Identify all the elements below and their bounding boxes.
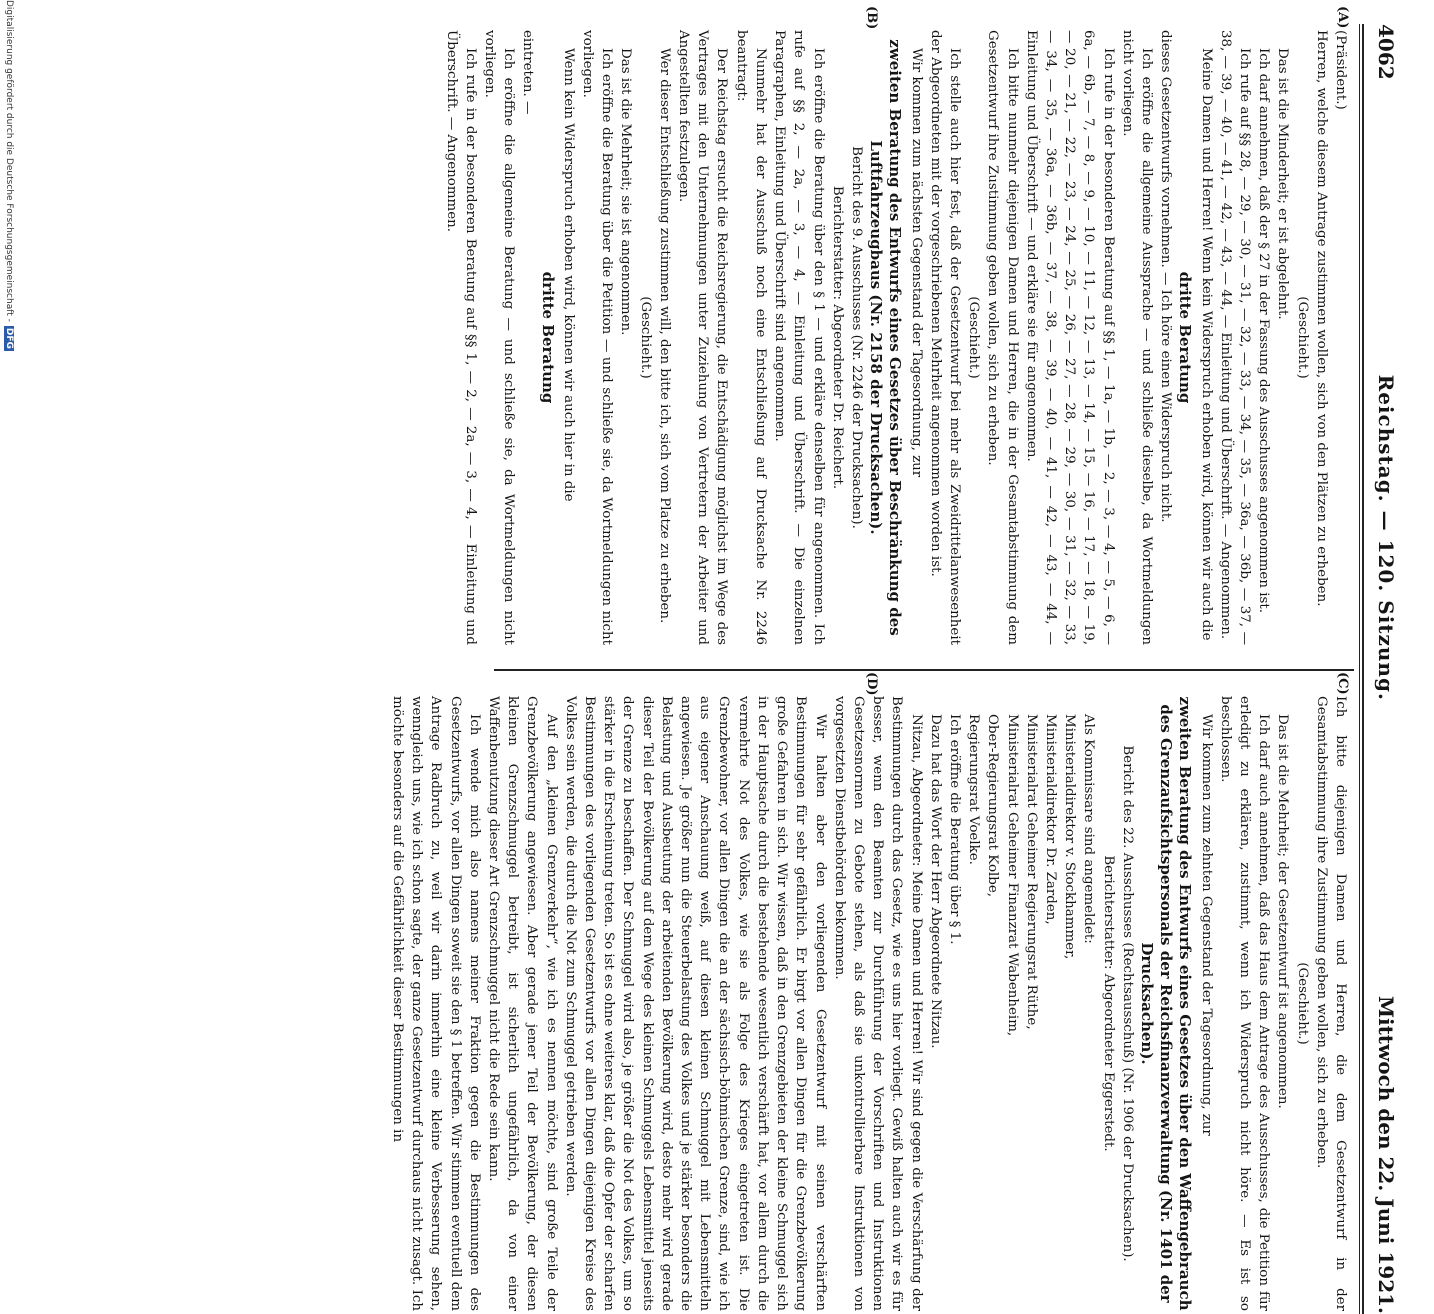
paragraph: Meine Damen und Herren! Wenn kein Widerspruch erhoben wird, können wir auch die: [1198, 48, 1214, 641]
paragraph: Bericht des 9. Ausschusses (Nr. 2246 der Drucksachen).: [848, 146, 864, 529]
paragraph: Ministerialdirektor v. Stockhammer,: [1062, 714, 1078, 960]
paragraph: (Geschieht.): [637, 296, 653, 379]
margin-mark-b: (B): [864, 6, 879, 30]
paragraph: Wir halten aber den vorliegenden Gesetzentwurf mit seinen verschärften Bestimmungen für sehr gefährlich. Er birgt vor allen Dingen für die Grenzbevölkerung große Gefahren in sich. Wir wissen, daß in den Grenzgebieten der kleine Schmuggel sich in der Hauptsache durch die bestehende wesentlich verschärft hat, vor allem durch die vermehrte Not des Volkes, wie sie als Folge des Krieges eingetreten ist. Die Grenzbewohner, vor allen Dingen die an der sächsisch-böhmischen Grenze, sind, wie ich aus eigener Anschauung weiß, auf diesen kleinen Schmuggel mit Lebensmitteln angewiesen. Je größer nun die Steuerbelastung des Volkes und je stärker besonders die Belastung und Ausbeutung der arbeitenden Bevölkerung wird, desto mehr wird gerade dieser Teil der Bevölkerung auf dem Wege des kleinen Schmuggels Lebensmittel jenseits der Grenze zu beschaffen. Der Schmuggel wird also, je größer die Not des Volkes, um so stärker in die Erscheinung treten. So ist es ohne weiteres klar, daß die Opfer der scharfen Bestimmungen des vorliegenden Gesetzentwurfs vor allen Dingen diejenigen Kreise des Volkes sein werden, die durch die Not zum Schmuggel getrieben werden.: [562, 696, 828, 1311]
margin-mark-a: (A): [1335, 6, 1350, 29]
page-header: [1366, 24, 1398, 1314]
paragraph: Der Reichstag ersucht die Reichsregierung, die Entschädigung möglichst im Wege des Vertrages mit den Unternehmungen unter Zuziehung von Vertretern der Arbeiter und Angestellten festzulegen.: [676, 30, 730, 645]
paragraph: Ich bitte diejenigen Damen und Herren, die dem Gesetzentwurf in der Gesamtabstimmung ihre Zustimmung geben wollen, sich zu erheben.: [1313, 696, 1348, 1311]
paragraph: (Geschieht.): [1294, 296, 1310, 379]
header-rule: [1362, 24, 1364, 1314]
paragraph: dieses Gesetzentwurfs vornehmen. — Ich höre einen Widerspruch nicht.: [1158, 30, 1174, 523]
paragraph: Das ist die Mehrheit; sie ist angenommen.: [618, 48, 634, 336]
session-date: Mittwoch den 22. Juni 1921.: [1374, 995, 1398, 1314]
section-heading: zweiten Beratung des Entwurfs eines Gesetzes über den Waffengebrauch des Grenzaufsichtspersonals der Reichsfinanzverwaltung (Nr. 1401 der Drucksachen).: [1137, 696, 1195, 1311]
paragraph: Ich bitte nunmehr diejenigen Damen und Herren, die in der Gesamtabstimmung dem Gesetzentwurf ihre Zustimmung geben wollen, sich zu erheben.: [985, 30, 1020, 645]
paragraph: Nunmehr hat der Ausschuß noch eine Entschließung auf Drucksache Nr. 2246 beantragt:: [733, 30, 768, 645]
paragraph: Wir kommen zum zehnten Gegenstand der Tagesordnung, zur: [1198, 714, 1214, 1136]
paragraph: (Geschieht.): [966, 296, 982, 379]
paragraph: Wir kommen zum nächsten Gegenstand der Tagesordnung, zur: [908, 48, 924, 478]
margin-mark-c: (C): [1335, 672, 1350, 695]
paragraph: Ich eröffne die allgemeine Beratung — und schließe sie, da Wortmeldungen nicht vorliegen.: [482, 30, 517, 645]
paragraph: Dazu hat das Wort der Herr Abgeordnete Nitzau.: [927, 714, 943, 1049]
paragraph: Herren, welche diesem Antrage zustimmen wollen, sich von den Plätzen zu erheben.: [1313, 30, 1329, 607]
paragraph: Ministerialrat Geheimer Finanzrat Wabenheim,: [1004, 714, 1020, 1037]
paragraph: Ich eröffne die allgemeine Aussprache — und schließe dieselbe, da Wortmeldungen nicht vorliegen.: [1119, 30, 1154, 645]
paragraph: Wer dieser Entschließung zustimmen will, den bitte ich, sich vom Platze zu erheben.: [656, 48, 672, 624]
footer: [4, 0, 14, 1000]
session-title: Reichstag. — 120. Sitzung.: [1374, 374, 1398, 701]
paragraph: Ich rufe in der besonderen Beratung auf §§ 1, — 1a, — 1b, — 2, — 3, — 4, — 5, — 6, — 6a, — 6b, — 7, — 8, — 9, — 10, — 11, — 12, — 13, — 14, — 15, — 16, — 17, — 18, — 19, — 20, — 21, — 22, — 23, — 24, — 25, — 26, — 27, — 28, — 29, — 30, — 31, — 32, — 33, — 34, — 35, — 36a, — 36b, — 37, — 38, — 39, — 40, — 41, — 42, — 43, — 44, — Einleitung und Überschrift — und erkläre sie für angenommen.: [1023, 30, 1116, 645]
paragraph: Ich eröffne die Beratung über den § 1 — und erkläre denselben für angenommen. Ich rufe auf §§ 2, — 2a, — 3, — 4, — Einleitung und Überschrift. — Die einzelnen Paragraphen, Einleitung und Überschrift sind angenommen.: [772, 30, 826, 645]
paragraph: Berichterstatter: Abgeordneter Dr. Reichert.: [829, 185, 845, 490]
paragraph: Ich rufe in der besonderen Beratung auf §§ 1, — 2, — 2a, — 3, — 4, — Einleitung und Überschrift. — Angenommen.: [443, 30, 478, 645]
margin-mark-d: (D): [864, 672, 879, 696]
left-column: [441, 30, 1350, 645]
paragraph: Ich stelle auch hier fest, daß der Gesetzentwurf bei mehr als Zweidrittelanwesenheit der Abgeordneten mit der vorgeschriebenen Mehrheit angenommen worden ist.: [927, 30, 962, 645]
paragraph: eintreten. —: [520, 30, 536, 115]
paragraph: Ich rufe auf §§ 28, — 29, — 30, — 31, — 32, — 33, — 34, — 35, — 36a, — 36b, — 37, — 38, — 39, — 40, — 41, — 42, — 43, — 44, — Einleitung und Überschrift. — Angenommen.: [1217, 30, 1252, 645]
page-number: 4062: [1374, 24, 1398, 80]
paragraph: Das ist die Mehrheit; der Gesetzentwurf ist angenommen.: [1275, 714, 1291, 1109]
paragraph: Wenn kein Widerspruch erhoben wird, können wir auch hier in die: [560, 48, 576, 502]
paragraph: Nitzau, Abgeordneter: Meine Damen und Herren! Wir sind gegen die Verschärfung der Bestimmungen durch das Gesetz, wie es uns hier vorliegt. Gewiß halten auch wir es für besser, wenn den Beamten zur Durchführung der Vorschriften und Instruktionen Gesetzesnormen zu Gebote stehen, als daß sie unkontrollierbare Instruktionen von vorgesetzten Dienstbehörden bekommen.: [831, 696, 924, 1311]
paragraph: Ministerialdirektor Dr. Zarden,: [1042, 714, 1058, 925]
paragraph: (Präsident.): [1333, 30, 1348, 110]
paragraph: Das ist die Minderheit; er ist abgelehnt.: [1275, 48, 1291, 320]
paragraph: Ich darf auch annehmen, daß das Haus dem Antrage des Ausschusses, die Petition für erledigt zu erklären, zustimmt, wenn ich Widerspruch nicht höre. — Es ist so beschlossen.: [1217, 696, 1272, 1311]
paragraph: Ober-Regierungsrat Kolbe,: [985, 714, 1001, 898]
dfg-logo: DFG: [4, 327, 14, 349]
paragraph: Regierungsrat Voelke.: [966, 714, 982, 865]
paragraph: Auf den „kleinen Grenzverkehr“, wie ich es nennen möchte, sind große Teile der Grenzbevölkerung angewiesen. Aber gerade jener Teil der Bevölkerung, der diesen kleinen Grenzschmuggel betreibt, ist sicherlich ungefährlich, da von einer Waffenbenutzung dieser Art Grenzschmuggel nicht die Rede sein kann.: [486, 696, 559, 1311]
header-rule-thin: [1359, 24, 1360, 1314]
right-column: [388, 696, 1350, 1311]
paragraph: Berichterstatter: Abgeordneter Eggerstedt.: [1100, 855, 1116, 1152]
paragraph: Als Kommissare sind angemeldet:: [1081, 714, 1097, 944]
section-heading: dritte Beratung: [538, 271, 557, 404]
section-heading: dritte Beratung: [1176, 271, 1195, 404]
footer-text: Digitalisierung gefördert durch die Deutsche Forschungsgemeinschaft -: [4, 0, 14, 322]
paragraph: (Geschieht.): [1294, 962, 1310, 1045]
paragraph: Bericht des 22. Ausschusses (Rechtsausschuß) (Nr. 1906 der Drucksachen).: [1119, 745, 1135, 1262]
paragraph: Ich eröffne die Beratung über die Petition — und schließe sie, da Wortmeldungen nicht vorliegen.: [580, 30, 615, 645]
column-divider: [494, 669, 1354, 671]
paragraph: Ich wende mich also namens meiner Fraktion gegen die Bestimmungen des Gesetzentwurfs, vor allen Dingen soweit sie den § 1 betreffen. Wir stimmen eventuell dem Antrage Radbruch zu, weil wir darin immerhin eine kleine Verbesserung sehen, wenngleich uns, wie ich schon sagte, der ganze Gesetzentwurf durchaus nicht zusagt. Ich möchte besonders auf die Gefährlichkeit dieser Bestimmungen in: [390, 696, 482, 1311]
paragraph: Ich darf annehmen, daß der § 27 in der Fassung des Ausschusses angenommen ist.: [1256, 48, 1272, 614]
paragraph: Ich eröffne die Beratung über § 1.: [946, 714, 962, 945]
paragraph: Ministerialrat Geheimer Regierungsrat Rüthe,: [1023, 714, 1039, 1030]
section-heading: zweiten Beratung des Entwurfs eines Gesetzes über Beschränkung des Luftfahrzeugbaus (Nr. 2158 der Drucksachen).: [867, 39, 905, 636]
